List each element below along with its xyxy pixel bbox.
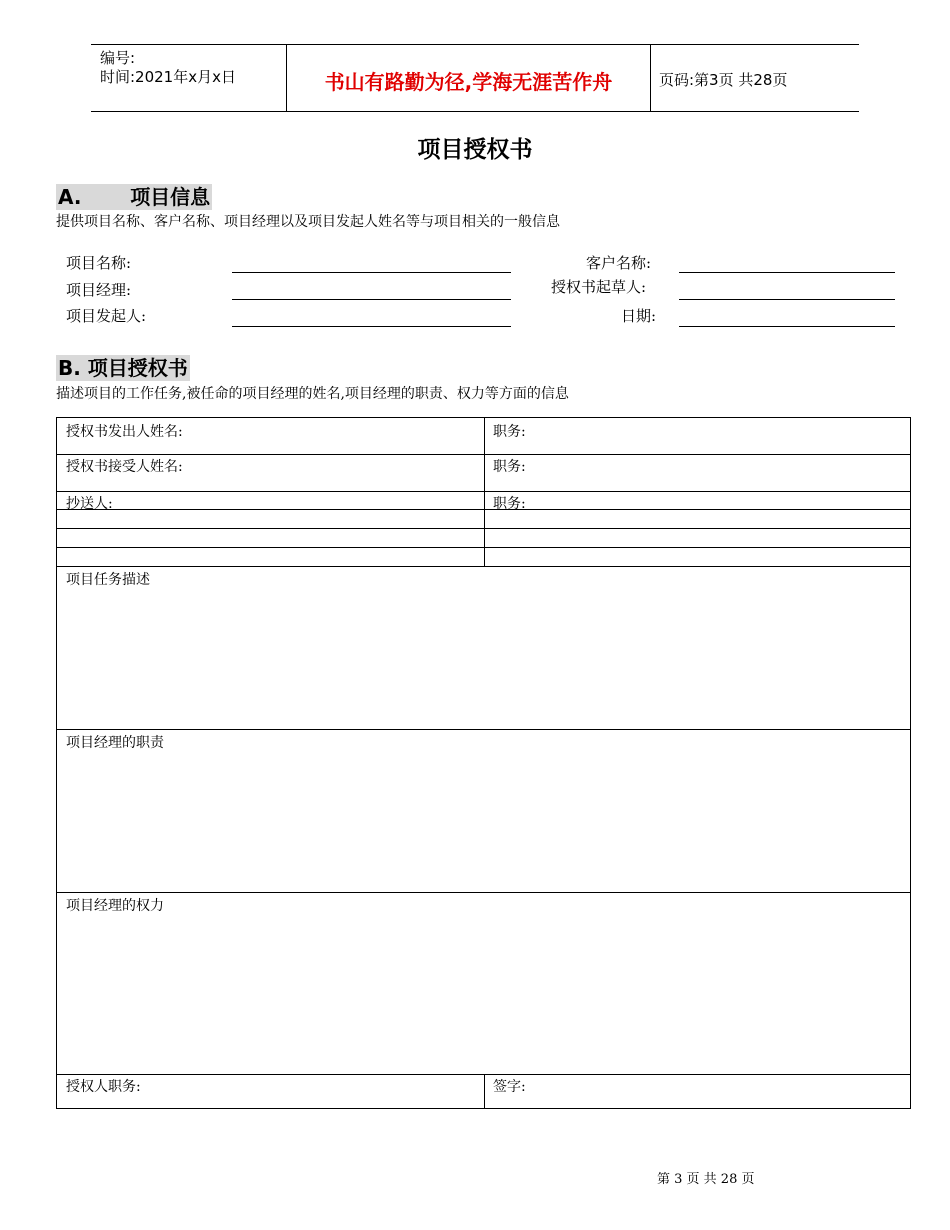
- signature-cell[interactable]: 签字:: [493, 1079, 526, 1095]
- motto: 书山有路勤为径,学海无涯苦作舟: [324, 70, 613, 94]
- date-field[interactable]: [679, 326, 895, 327]
- date-label: 日期:: [621, 307, 657, 325]
- authorizer-title-cell[interactable]: 授权人职务:: [66, 1079, 141, 1095]
- section-a-description: 提供项目名称、客户名称、项目经理以及项目发起人姓名等与项目相关的一般信息: [56, 214, 560, 230]
- table-rule: [57, 892, 910, 893]
- header-motto-cell: [286, 45, 651, 111]
- client-name-label: 客户名称:: [586, 254, 652, 272]
- header-page-cell: [651, 45, 859, 111]
- section-b-heading: B. 项目授权书: [58, 356, 188, 380]
- project-manager-label: 项目经理:: [66, 281, 132, 299]
- cc-title-cell[interactable]: 职务:: [493, 496, 526, 512]
- drafter-label: 授权书起草人:: [551, 278, 647, 296]
- header-meta: [91, 45, 286, 111]
- project-name-field[interactable]: [232, 272, 511, 273]
- page-info: 页码:第3页 共28页: [659, 71, 788, 89]
- table-rule: [57, 566, 910, 567]
- issuer-title-cell[interactable]: 职务:: [493, 424, 526, 440]
- section-b-description: 描述项目的工作任务,被任命的项目经理的姓名,项目经理的职责、权力等方面的信息: [56, 386, 569, 402]
- pm-duties-cell[interactable]: 项目经理的职责: [66, 735, 164, 751]
- number-label: 编号:: [100, 49, 136, 67]
- pm-authority-cell[interactable]: 项目经理的权力: [66, 898, 164, 914]
- task-description-cell[interactable]: 项目任务描述: [66, 572, 150, 588]
- project-sponsor-label: 项目发起人:: [66, 307, 147, 325]
- document-title: 项目授权书: [417, 137, 533, 163]
- client-name-field[interactable]: [679, 272, 895, 273]
- drafter-field[interactable]: [679, 299, 895, 300]
- authorization-table: [56, 417, 911, 1109]
- project-name-label: 项目名称:: [66, 254, 132, 272]
- project-manager-field[interactable]: [232, 299, 511, 300]
- issuer-name-cell[interactable]: 授权书发出人姓名:: [66, 424, 183, 440]
- cc-cell[interactable]: 抄送人:: [66, 496, 113, 512]
- section-a-heading: A. 项目信息: [58, 185, 211, 209]
- recipient-title-cell[interactable]: 职务:: [493, 459, 526, 475]
- table-column-divider: [484, 418, 485, 566]
- table-column-divider: [484, 1074, 485, 1109]
- time-label: 时间:2021年x月x日: [100, 68, 236, 86]
- table-rule: [57, 729, 910, 730]
- recipient-name-cell[interactable]: 授权书接受人姓名:: [66, 459, 183, 475]
- project-sponsor-field[interactable]: [232, 326, 511, 327]
- page-header: [91, 44, 859, 112]
- page-footer: 第 3 页 共 28 页: [657, 1172, 755, 1187]
